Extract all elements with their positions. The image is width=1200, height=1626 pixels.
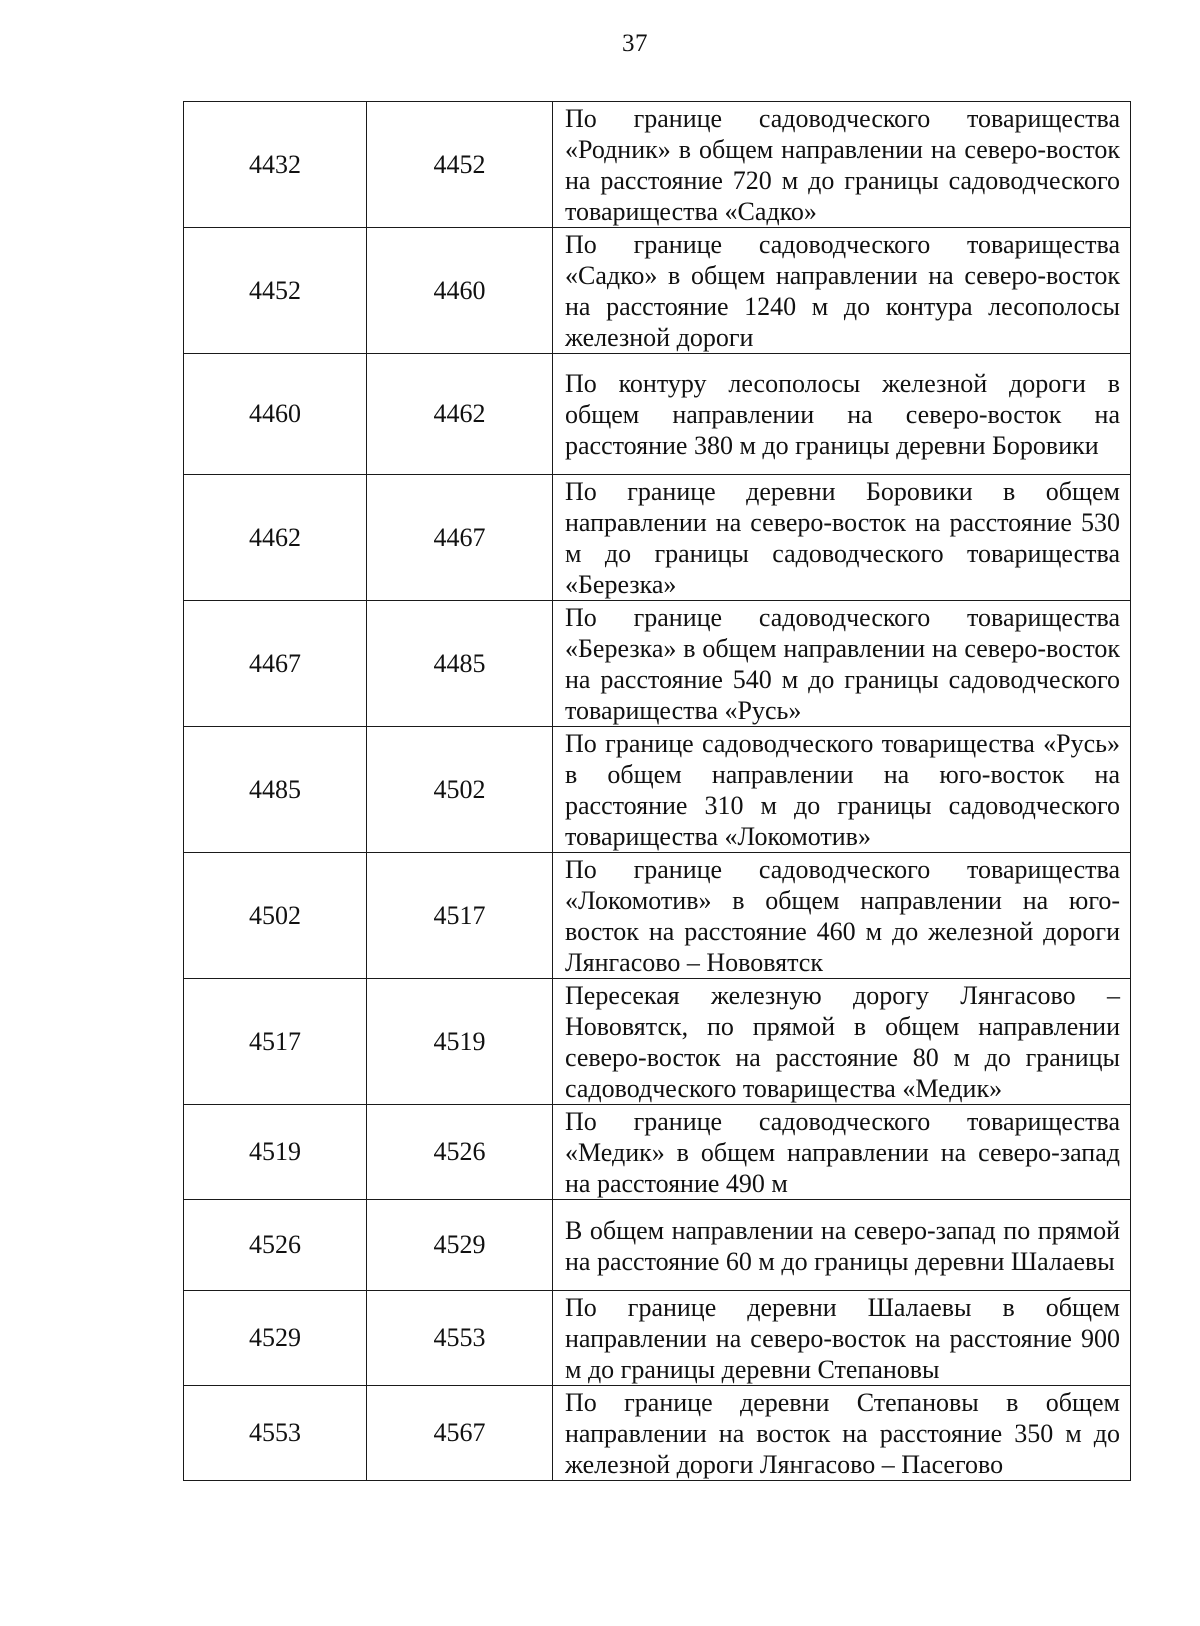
table-row bbox=[184, 727, 1131, 853]
boundary-description-cell: По границе садоводческого товарищества «Садко» в общем направлении на северо-восток на расстояние 1240 м до контура лесополосы железной дороги bbox=[553, 228, 1131, 354]
boundary-description-cell: По границе садоводческого товарищества «Родник» в общем направлении на северо-восток на расстояние 720 м до границы садоводческого товарищества «Садко» bbox=[553, 102, 1131, 228]
boundary-description-cell: По границе садоводческого товарищества «Медик» в общем направлении на северо-запад на расстояние 490 м bbox=[553, 1105, 1131, 1200]
boundary-description-cell: В общем направлении на северо-запад по прямой на расстояние 60 м до границы деревни Шалаевы bbox=[553, 1200, 1131, 1291]
table-row bbox=[184, 1386, 1131, 1481]
point-from-cell: 4432 bbox=[184, 102, 367, 228]
point-to-cell: 4517 bbox=[367, 853, 553, 979]
point-from-cell: 4452 bbox=[184, 228, 367, 354]
point-from-cell: 4485 bbox=[184, 727, 367, 853]
table-row bbox=[184, 102, 1131, 228]
point-to-cell: 4485 bbox=[367, 601, 553, 727]
table-body bbox=[184, 102, 1131, 1481]
table-row bbox=[184, 475, 1131, 601]
point-to-cell: 4502 bbox=[367, 727, 553, 853]
table-row bbox=[184, 601, 1131, 727]
point-from-cell: 4467 bbox=[184, 601, 367, 727]
point-from-cell: 4502 bbox=[184, 853, 367, 979]
table-row bbox=[184, 354, 1131, 475]
boundary-description-cell: По границе деревни Боровики в общем направлении на северо-восток на расстояние 530 м до границы садоводческого товарищества «Березка» bbox=[553, 475, 1131, 601]
point-from-cell: 4462 bbox=[184, 475, 367, 601]
point-from-cell: 4519 bbox=[184, 1105, 367, 1200]
point-to-cell: 4529 bbox=[367, 1200, 553, 1291]
point-from-cell: 4460 bbox=[184, 354, 367, 475]
boundary-description-cell: По границе деревни Степановы в общем направлении на восток на расстояние 350 м до железной дороги Лянгасово – Пасегово bbox=[553, 1386, 1131, 1481]
point-from-cell: 4553 bbox=[184, 1386, 367, 1481]
boundary-description-cell: По границе садоводческого товарищества «Березка» в общем направлении на северо-восток на расстояние 540 м до границы садоводческого товарищества «Русь» bbox=[553, 601, 1131, 727]
point-from-cell: 4517 bbox=[184, 979, 367, 1105]
boundary-description-cell: По границе деревни Шалаевы в общем направлении на северо-восток на расстояние 900 м до границы деревни Степановы bbox=[553, 1291, 1131, 1386]
point-to-cell: 4460 bbox=[367, 228, 553, 354]
point-to-cell: 4467 bbox=[367, 475, 553, 601]
table-row bbox=[184, 853, 1131, 979]
table-row bbox=[184, 979, 1131, 1105]
boundary-description-cell: По границе садоводческого товарищества «Русь» в общем направлении на юго-восток на расстояние 310 м до границы садоводческого товарищества «Локомотив» bbox=[553, 727, 1131, 853]
boundary-description-cell: Пересекая железную дорогу Лянгасово – Нововятск, по прямой в общем направлении северо-восток на расстояние 80 м до границы садоводческого товарищества «Медик» bbox=[553, 979, 1131, 1105]
table-row bbox=[184, 1200, 1131, 1291]
point-to-cell: 4452 bbox=[367, 102, 553, 228]
boundary-description-cell: По контуру лесополосы железной дороги в общем направлении на северо-восток на расстояние 380 м до границы деревни Боровики bbox=[553, 354, 1131, 475]
point-to-cell: 4519 bbox=[367, 979, 553, 1105]
table-row bbox=[184, 1291, 1131, 1386]
table-row bbox=[184, 228, 1131, 354]
page-number: 37 bbox=[622, 30, 648, 57]
table-row bbox=[184, 1105, 1131, 1200]
boundary-description-table bbox=[183, 101, 1131, 1481]
point-to-cell: 4553 bbox=[367, 1291, 553, 1386]
point-to-cell: 4567 bbox=[367, 1386, 553, 1481]
point-to-cell: 4462 bbox=[367, 354, 553, 475]
point-from-cell: 4526 bbox=[184, 1200, 367, 1291]
boundary-description-cell: По границе садоводческого товарищества «Локомотив» в общем направлении на юго-восток на расстояние 460 м до железной дороги Лянгасово – Нововятск bbox=[553, 853, 1131, 979]
point-to-cell: 4526 bbox=[367, 1105, 553, 1200]
point-from-cell: 4529 bbox=[184, 1291, 367, 1386]
